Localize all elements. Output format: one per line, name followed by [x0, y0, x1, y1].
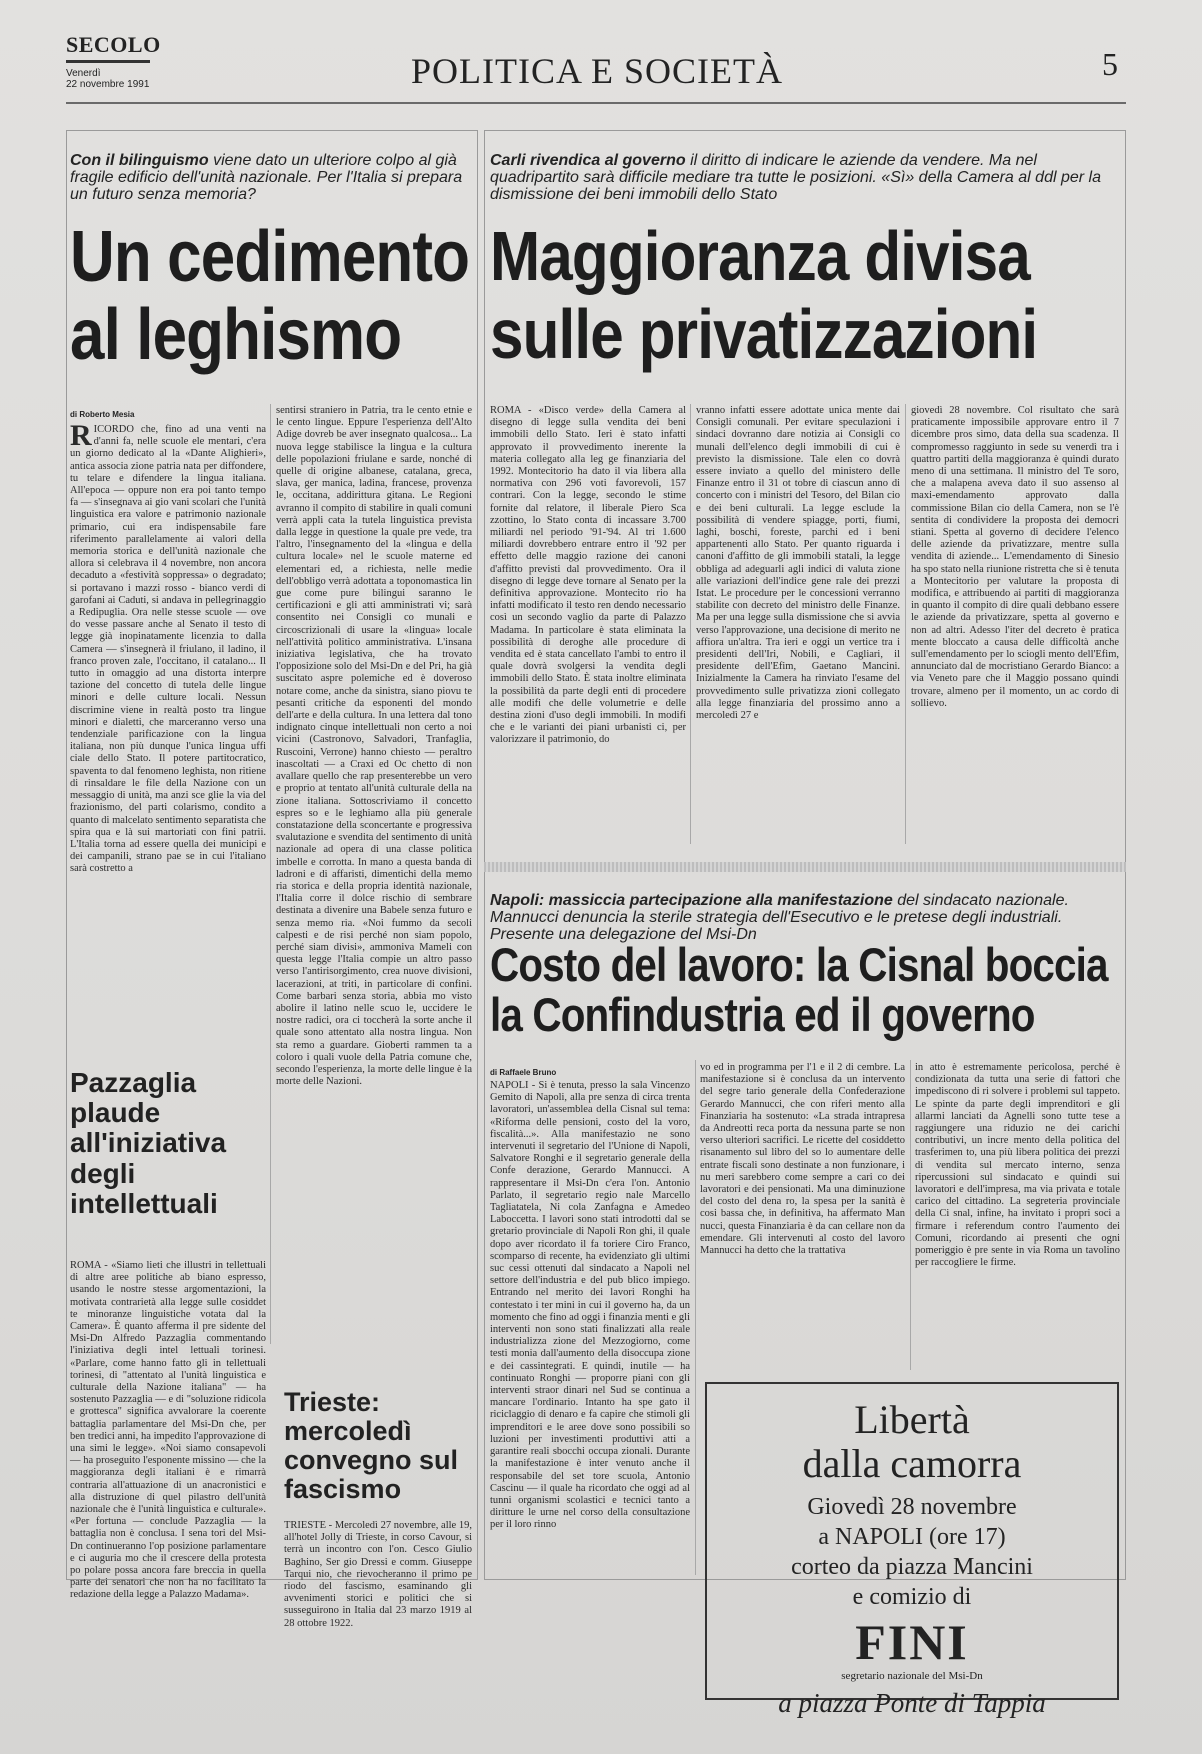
napoli-headline-line1: Costo del lavoro: la Cisnal boccia [490, 938, 1108, 991]
poster-line-2: dalla camorra [802, 1441, 1022, 1486]
napoli-col3-text: in atto è estremamente pericolosa, perché è condizionata da tutta una serie di fattori che impediscono di ri solvere i problemi sul tappeto. Le spinte da parte degli imprenditori e gli allarmi lanciati da Agnelli sono tutte tese a raggiungere una riduzio ne dei carichi contributivi, un incre mento della politica del trasferimen to, una più libera politica dei prezzi di vendita sul mercato interno, senza ripercussioni sul sindacato e quindi sui lavoratori e dell'impresa, ma via privata e totale carico del cittadino. La segreteria provinciale della Ci snal, infine, ha invitato i propri soci a firmare i referendum contro l'aumento dei Comuni, ricordando ai presenti che ogni pomeriggio è pre sente in via Roma un tavolino per raccogliere le firme. [915, 1062, 1120, 1269]
napoli-col2-text: vo ed in programma per l'1 e il 2 di cembre. La manifestazione si è conclusa da un intervento del segre tario generale della Confederazione Gerardo Mannucci, che con riferi mento alla Finanziaria ha sostenuto: «La strada intrapresa da Andreotti reca porta da nessuna parte se non verso ulteriori sacrifici. Le ricette del cosiddetto risanamento sul libro del so lo aumentare delle entrate fiscali sono destinate a non funzionare, i nu meri sarebbero come sempre a cari co dei lavoratori e dei pensionati. Ma una diminuzione del costo del dena ro, la spesa per la sanità è cosi bassa che, in definitiva, ha affermato Man nucci, questa Finanziaria è da can cellare non da emendare. Gli intervenuti al costo del lavoro Mannucci ha detto che la trattativa [700, 1062, 905, 1257]
poster-role: segretario nazionale del Msi-Dn [841, 1670, 983, 1682]
napoli-col1-text: NAPOLI - Si è tenuta, presso la sala Vincenzo Gemito di Napoli, alla pre senza di circa trenta lavoratori, un'assemblea della Cisnal sul tema: «Riforma delle pensioni, costo del la voro, fiscalità...». Alla manifestazio ne sono intervenuti il segretario del l'Unione di Napoli, Salvatore Ronghi e il segretario generale della Confe derazione, Gerardo Mannucci. A rappresentare il Msi-Dn c'era l'on. Antonio Parlato, il segretario regio nale Marcello Tagliatatela, Ni cola Zanfagna e Amedeo Laboccetta. I lavori sono stati introdotti dal se gretario provinciale di Napoli Ron ghi, il quale dopo aver ricordato il fa toriere Ciro Franco, scomparso di recente, ha evidenziato gli ultimi suc cessi ottenuti dal sindacato a Napoli nel settore dell'industria e del pub blico impiego. Entrando nel merito dei lavori Ronghi ha contestato i ter mini in cui il governo ha, da un momento che fino ad oggi i finanzia menti e gli interventi non sono stati finalizzati alla reale industrializza zione del Mezzogiorno, come testi monia dall'aumento della disoccupa zione e dei cassintegrati. E quindi, inutile — ha continuato Ronghi — proporre piani con gli interventi straor dinari nel Sud se continua a mancare l'ordinario. Intanto ha spe gato il riciclaggio di denaro e fa capire che stimoli gli imprenditori e le aree dove sono possibili so luzioni per investimenti produttivi atti a garantire reali sbocchi occupa zionali. Durante la manifestazione è inter venuto anche il responsabile del set tore scuola, Antonio Cascinu — il quale ha ricordato che oggi ad al tunni organismi scolastici e tecnici tanto a diritture le urne nel corso della consultazione per il loro rinno [490, 1080, 690, 1531]
column-rule [270, 404, 271, 1344]
pazzaglia-body-text: ROMA - «Siamo lieti che illustri in tellettuali di altre aree politiche ab biano espresso, usando le nostre stesse argomentazioni, la motivata contrarietà alla legge sulle cosiddet te minoranze linguistiche votata dal la Camera». È quanto afferma il pre sidente del Msi-Dn Alfredo Pazzaglia commentando l'iniziativa degli intel lettuali torinesi. «Parlare, come hanno fatto gli in tellettuali torinesi, di "attentato al l'unità linguistica e culturale della Nazione italiana" — ha sostenuto Pazzaglia — e di "soluzione ridicola e grottesca" significa avvalorare la coerente battaglia parlamentare del Msi-Dn che, per ben tredici anni, ha impedito l'approvazione di una simi le legge». «Noi siamo consapevoli — ha proseguito l'esponente missino — che la maggioranza degli italiani è e rimarrà contraria all'attuazione di un anacronistici e alla distruzione di quel pilastro dell'unità nazionale che è l'unità linguistica e culturale». «Per fortuna — conclude Pazzaglia — la battaglia non è conclusa. I sena tori del Msi-Dn continueranno l'op posizione parlamentare e ci auguria mo che il crescere della protesta po polare possa ancora fare breccia in quella parte dei senatori che non ha no facilitato la redazione della legge a Palazzo Madama». [70, 1260, 266, 1601]
article-left-col2-text: sentirsi straniero in Patria, tra le cento etnie e le cento lingue. Eppure l'esperienza dell'Alto Adige dovreb be aver insegnato qualcosa... La nuova legge stabilisce la lingua e la cultura delle popolazioni friulane e sarde, nonché di quelle di origine albanese, catalana, greca, slava, ger manica, ladina, francese, provenza le, occitana, addirittura gitana. Le Regioni avranno il compito di stabilire in quali comuni verrà appli cata la tutela linguistica prevista dalla legge in questione la quale pre vede, tra l'altro, l'insegnamento del la «lingua e della cultura locale» nel le scuole materne ed elementari ed, a richiesta, nelle medie dell'obbligo verrà adottata a toponomastica lin gue come pure bilingui saranno le certificazioni e gli atti amministrati vi; sarà consentito nei Consigli co munali e circoscrizionali di usare la «lingua» locale nell'attività politico amministrativa. L'insana iniziativa legislativa, che ha trovato l'opposizione solo del Msi-Dn e del Pri, ha già suscitato aspre polemiche ed è doveroso notare come, anche da sinistra, siano piovu te pesanti critiche da esponenti del mondo dell'arte e della cultura. In una lettera dal tono indignato cinque intellettuali non certo a noi vicini (Castronovo, Salvadori, Tranfaglia, Ruscoini, Verrone) hanno chiesto — peraltro inascoltati — a Craxi ed Oc chetto di non avallare quello che rap presenterebbe un vero e proprio at tentato all'unità culturale della na zione italiana. Sottoscriviamo il concetto espres so e le leghiamo alla più generale constatazione della sconcertante e progressiva svalutazione e svendita del sentimento di unità nazionale ad opera di una classe politica imbelle e corrotta. In mano a questa banda di ladroni e di affaristi, dimentichi della memo ria storica e della propria identità nazionale, l'Italia corre il dolce rischio di sembrare destinata a divenire una Babele senza futuro e senza memo ria. «Noi fummo da secoli calpesti e de risi perché non siam popolo, perché siam divisi», ammoniva Mameli con questa legge l'Italia compie un altro passo verso l'antirisorgimento, crea nuove divisioni, lacerazioni, at triti, in particolare di confini. Come barbari senza storia, abbia mo visto abolire il latino nelle scuo le, uccidere le nostre radici, ora ci toccherà la sorte anche il quale sono attentato alla nostra lingua. Non sta remo a guardare. Gioberti rammen ta a coloro i quali vuole della Patria comune che, secondo l'esperienza, la morte delle lingue è la morte delle Nazioni. [276, 405, 472, 1088]
column-rule [690, 404, 691, 844]
column-rule [905, 404, 906, 844]
article-right-kicker [490, 152, 1120, 203]
rally-poster [705, 1382, 1119, 1718]
dateline-date: 22 novembre 1991 [66, 79, 150, 90]
article-left-byline: di Roberto Mesia [70, 410, 135, 419]
section-title: POLITICA E SOCIETÀ [411, 51, 783, 91]
trieste-body [284, 1520, 472, 1629]
column-rule [910, 1060, 911, 1370]
poster-line-3: Giovedì 28 novembre [807, 1494, 1017, 1520]
article-right-headline-line1: Maggioranza divisa [490, 217, 1030, 295]
section-divider-band [484, 862, 1126, 872]
article-left-col1-text: ICORDO che, fino ad una venti na d'anni fa, nelle scuole ele mentari, c'era un giorno dedicato al la «Dante Alighieri», antica associa zione patria nata per diffondere, tu telare e difendere la lingua italiana. All'epoca — oppure non era poi tanto tempo fa — s'insegnava ai gio vani scolari che l'unità linguistica era valore e patrimonio nazionale primario, cui era indispensabile fare riferimento parallelamente ai valori della memoria storica e dell'unità nazionale che allora si celebrava il 4 novembre, non ancora decaduto a «festività soppressa» o degradato; si portavano i mazzi rosso - bianco verdi di garofani ai Caduti, si andava in pellegrinaggio a Redipuglia. Ora nelle stesse scuole — ove do vesse passare anche al Senato il testo di legge già inopinatamente licenzia to dalla Camera — s'insegnerà il friulano, il ladino, il franco proven zale, l'occitano, il catalano... Il tutto in omaggio ad una distorta interpre tazione del concetto di tutela delle lingue minori e delle culture locali. Nessun discrimine viene in realtà posto tra lingue minori e dialetti, che marceranno verso una tendenziale parificazione con la lingua italiana, non più dunque l'unica lingua uffi ciale dello Stato. Il potere partitocratico, spaventa to dal fenomeno leghista, non ritiene di rinsaldare le file della Nazione con un messaggio di unità, ma anzi sce glie la via del frazionismo, del parti colarismo, condito a quanto di malcelato sentimento separatista che spira qua e là sui martoriati con fini patrii. L'Italia torna ad essere quella dei municipi e dei campanili, strano pae se in cui l'italiano sarà costretto a [70, 424, 266, 875]
article-left-kicker-bold: Con il bilinguismo [70, 152, 209, 169]
article-right-col3-text: giovedì 28 novembre. Col risultato che sarà praticamente impossibile approvare entro il 7 dicembre pros simo, data della sua scadenza. Il compromesso raggiunto in sede su venerdì tra i quattro partiti della maggioranza è quindi durato meno di una settimana. Il ministro del Te soro, che a malapena aveva dato il suo assenso al maxi-emendamento approvato dalla commissione Bilan cio della Camera, non se l'è sentita di condividere la proposta dei democri stiani. Spetta al governo di decidere l'elenco delle aziende da privatizzare, mentre sulla vendita di aziende... L'emendamento di Sinesio ha spo stato nella riunione ristretta che si è tenuta a Montecitorio per valutare la proposta di modifica, e attribuendo ai partiti di maggioranza in quanto il compito di dire quali debbano essere le aziende da privatizzare, spetta al governo e non ad altri. Adesso l'iter del decreto è pratica mente bloccato a causa delle difficoltà anche sull'emendamento per lo sciogli mento dell'Efim, annunciato dal de mocristiano Gerardo Bianco: a via Veneto pare che il Maggio possano quindi trovare, almeno per il momento, un ac cordo di sollievo. [911, 405, 1119, 709]
pazzaglia-body [70, 1260, 266, 1601]
dateline-day: Venerdì [66, 68, 101, 79]
article-left-column-2 [276, 405, 472, 1325]
article-right-kicker-rest: il diritto di indicare le aziende da vendere. Ma nel quadripartito sarà difficile mediare tra tutte le posizioni. «Sì» della Camera al ddl per la dismissione dei beni immobili dello Stato [490, 152, 1101, 203]
napoli-kicker-rest: del sindacato nazionale. Mannucci denuncia la sterile strategia dell'Esecutivo e le pretese degli industriali. Presente una delegazione del Msi-Dn [490, 892, 1069, 943]
article-right-column-2 [696, 405, 900, 845]
napoli-column-1 [490, 1080, 690, 1575]
poster-place: a piazza Ponte di Tappia [778, 1688, 1046, 1718]
masthead-rule [66, 102, 1126, 104]
article-left-kicker [70, 152, 475, 203]
article-left-column-1 [70, 419, 266, 1024]
article-right-kicker-bold: Carli rivendica al governo [490, 152, 686, 169]
napoli-column-3 [915, 1062, 1120, 1368]
pazzaglia-headline: Pazzaglia plaude all'iniziativa degli intellettuali [70, 1067, 227, 1219]
napoli-column-2 [700, 1062, 905, 1368]
article-right-col1-text: ROMA - «Disco verde» della Camera al disegno di legge sulla vendita dei beni immobili dello Stato. Ieri è stato infatti approvato il provvedimento inerente la materia collegato alla leg ge finanziaria del 1992. Montecitorio ha dato il via libera alla normativa con 296 voti favorevoli, 157 contrari. Con la legge, secondo le stime fornite dal relatore, il liberale Piero Sca zzottino, lo Stato conta di incassare 3.700 miliardi nel periodo '91-'94. Al tri 1.600 miliardi dovrebbero entrare entro il '92 per effetto delle maggio razione dei canoni d'affitto previsti dal provvedimento. Ora il disegno di legge deve tornare al Senato per la definitiva approvazione. Montecito rio ha infatti modificato il testo ren dendo necessario così un secondo vaglio da parte di Palazzo Madama. In particolare è stata eliminata la possibilità di deroghe alle procedure di vendita ed è stata cancellato l'ambi to entro il quale dovrà svolgersi la vendita degli immobili dello Stato. È stata inoltre eliminata la possibilità da parte degli enti di procedere alle modifi che delle volumetrie e delle destina zioni d'uso degli immobili. In modifi che e le varianti dei piani urbanisti ci, per valorizzare il patrimonio, do [490, 405, 686, 746]
napoli-kicker [490, 892, 1120, 943]
poster-line-1: Libertà [854, 1397, 970, 1442]
article-right-col2-text: vranno infatti essere adottate unica mente dai Consigli comunali. Per evitare speculazioni i sindaci dovranno dare notizia ai Consigli co munali dell'elenco degli immobili di cui è previsto la dismissione. Tale elen co dovrà essere inviato a quello del ministero delle Finanze entro il 31 ot tobre di ciascun anno di concerto con i ministri del Tesoro, del Bilan cio e dei beni culturali. La legge esclude la possibilità di vendere spiagge, porti, fiumi, laghi, boschi, foreste, parchi ed i beni appartenenti allo Stato. Per quanto riguarda i canoni d'affitto de gli immobili statali, la legge obbliga ad adeguarli agli indici di valuta zione alle variazioni dell'indice gene rale dei prezzi Istat. Le procedure per le concessioni verranno stabilite con decreto del ministro delle Finanze. Ma per una legge sulla dismissione che si avvia verso l'approvazione, una decisione di merito ne affiora un'altra. Tra ieri e oggi un vertice tra i presidenti dell'Iri, Nobili, e Cagliari, il presidente dell'Efim, Gaetano Mancini. Inizialmente la Camera ha rinviato l'esame del provvedimento sulle privatizza zioni collegato alla legge finanziaria del prossimo anno a mercoledì 27 e [696, 405, 900, 722]
page-number: 5 [1102, 46, 1118, 82]
masthead [66, 32, 1126, 98]
article-left-kicker-rest: viene dato un ulteriore colpo al già fragile edificio dell'unità nazionale. Per l'Italia si prepara un futuro senza memoria? [70, 152, 463, 203]
poster-line-4: a NAPOLI (ore 17) [818, 1524, 1006, 1550]
article-left-headline-line1: Un cedimento [70, 217, 470, 297]
napoli-byline: di Raffaele Bruno [490, 1068, 557, 1077]
napoli-kicker-bold: Napoli: massiccia partecipazione alla manifestazione [490, 892, 893, 909]
column-rule [695, 1060, 696, 1575]
trieste-headline: Trieste: mercoledì convegno sul fascismo [284, 1387, 459, 1505]
trieste-body-text: TRIESTE - Mercoledì 27 novembre, alle 19, all'hotel Jolly di Trieste, in corso Cavour, si terrà un incontro con l'on. Cesco Giulio Baghino, Ser gio Dressi e comm. Giuseppe Tarqui nio, che rievocheranno il primo pe riodo del fascismo, esaminando gli avvenimenti storici e politici che si susseguirono in Italia dal 23 marzo 1919 al 28 ottobre 1922. [284, 1520, 472, 1629]
dateline [66, 68, 206, 90]
article-left-headline-line2: al leghismo [70, 295, 402, 375]
article-right-headline-line2: sulle privatizzazioni [490, 295, 1038, 373]
newspaper-logo: SECOLO [66, 32, 161, 57]
napoli-headline-line2: la Confindustria ed il governo [490, 988, 1035, 1041]
dropcap: R [70, 419, 92, 452]
poster-line-6: e comizio di [852, 1584, 972, 1610]
article-right-column-1 [490, 405, 686, 845]
poster-line-5: corteo da piazza Mancini [791, 1554, 1033, 1580]
poster-name: FINI [855, 1614, 969, 1670]
article-right-column-3 [911, 405, 1119, 845]
logo-rule [66, 60, 150, 63]
